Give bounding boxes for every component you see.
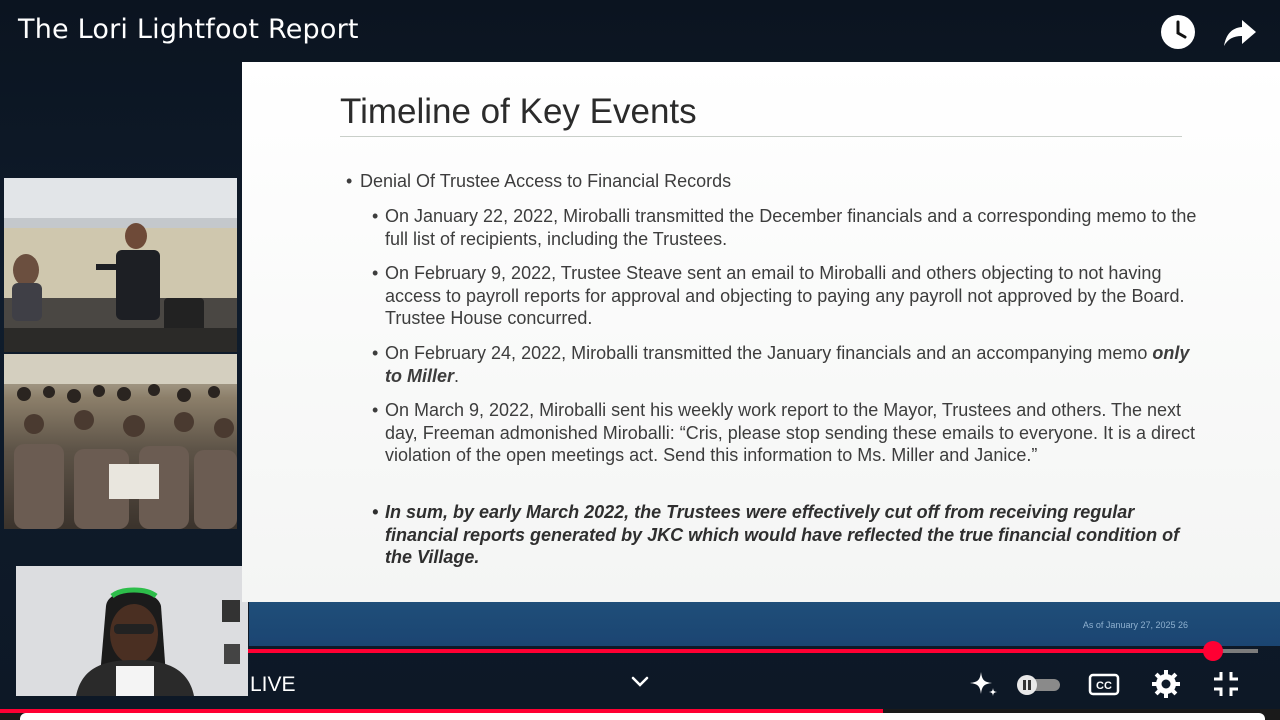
host-webcam-video: [16, 566, 248, 696]
video-top-bar: [0, 0, 1280, 62]
slide-footer-band: [249, 602, 1280, 646]
main-bullet: [346, 171, 731, 192]
summary-bullet: [372, 501, 1202, 569]
bottom-panel-edge: [20, 713, 1265, 720]
presentation-slide: [242, 62, 1280, 602]
main-bullet-text: Denial Of Trustee Access to Financial Records: [360, 171, 732, 191]
svg-text:CC: CC: [1096, 680, 1112, 692]
sub-bullet: [372, 342, 1202, 387]
bullet-dot: •: [372, 400, 379, 420]
clock-icon[interactable]: [1160, 14, 1196, 50]
cc-icon[interactable]: [1088, 668, 1120, 700]
bullet-dot: •: [372, 343, 379, 363]
sub-bullet-text-end: .: [454, 365, 460, 386]
sub-bullet: [372, 262, 1202, 330]
sub-bullet-emphasis: only to Miller: [385, 343, 1190, 386]
bullet-dot: •: [372, 263, 379, 283]
sub-bullet-text: On March 9, 2022, Miroballi sent his weekly work report to the Mayor, Trustees and others. The next day, Freeman admonished Miroballi: “Cris, please stop sending these emails to everyone. It is a direct violation of the open meetings act. Send this information to Ms. Miller and Janice.”: [385, 400, 1196, 465]
bullet-dot: •: [372, 206, 379, 226]
exit-fullscreen-icon[interactable]: [1210, 668, 1242, 700]
gear-icon[interactable]: [1150, 668, 1182, 700]
sub-bullet-text: On January 22, 2022, Miroballi transmitted the December financials and a corresponding memo to the full list of recipients, including the Trustees.: [385, 206, 1197, 249]
sub-bullet: [372, 205, 1202, 250]
summary-bullet-text: In sum, by early March 2022, the Trustees were effectively cut off from receiving regular financial reports generated by JKC which would have reflected the true financial condition of the Village.: [385, 502, 1180, 567]
bullet-dot: •: [346, 171, 353, 191]
sub-bullet: [372, 399, 1202, 467]
slide-footer-text: As of January 27, 2025 26: [1082, 620, 1188, 630]
title-divider: [340, 136, 1182, 137]
video-title[interactable]: The Lori Lightfoot Report: [18, 14, 359, 45]
seek-bar-played: [248, 649, 1213, 653]
sub-bullet-text: [385, 342, 1202, 387]
seek-bar[interactable]: [248, 649, 1258, 653]
meeting-podium-video: [4, 178, 237, 352]
meeting-audience-video: [4, 354, 237, 529]
share-icon[interactable]: [1222, 14, 1258, 50]
chevron-down-icon[interactable]: [628, 670, 652, 694]
seek-bar-handle[interactable]: [1203, 641, 1223, 661]
sub-bullet-text-start: On February 24, 2022, Miroballi transmitted the January financials and an accompanying memo: [385, 343, 1153, 363]
live-indicator[interactable]: LIVE: [250, 673, 296, 696]
bullet-dot: •: [372, 502, 379, 522]
sparkle-icon[interactable]: [968, 668, 1000, 700]
autoplay-toggle[interactable]: [1014, 674, 1062, 696]
sub-bullet-text: On February 9, 2022, Trustee Steave sent an email to Miroballi and others objecting to not having access to payroll reports for approval and objecting to paying any payroll not approved by the Board. Trustee House concurred.: [385, 263, 1185, 328]
slide-title: Timeline of Key Events: [340, 92, 697, 131]
